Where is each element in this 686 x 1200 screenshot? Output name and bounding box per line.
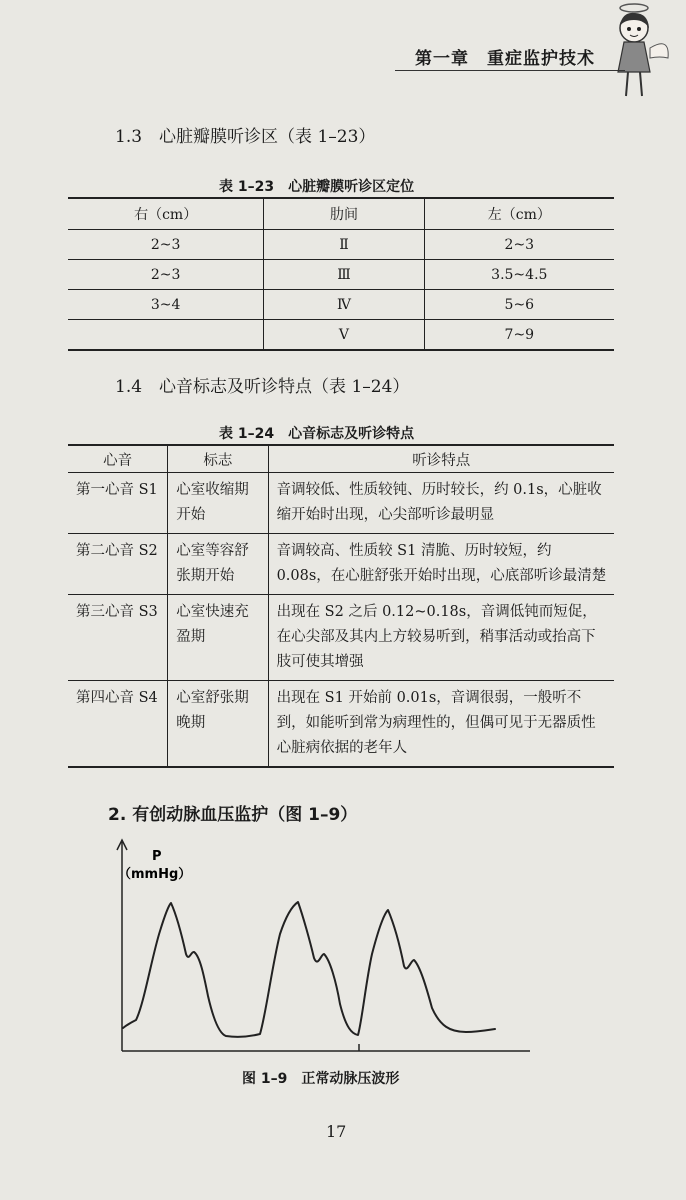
table-cell bbox=[68, 320, 264, 351]
column-header: 听诊特点 bbox=[268, 445, 614, 473]
table-cell: Ⅴ bbox=[264, 320, 424, 351]
table-header-row bbox=[68, 445, 614, 473]
section-heading-2: 2. 有创动脉血压监护（图 1–9） bbox=[108, 805, 358, 825]
table-cell: 音调较低、性质较钝、历时较长，约 0.1s，心脏收缩开始时出现，心尖部听诊最明显 bbox=[268, 473, 614, 534]
heart-sounds-table bbox=[68, 444, 614, 768]
y-axis-label: P bbox=[152, 849, 162, 864]
table-cell: Ⅱ bbox=[264, 230, 424, 260]
table-cell: 心室收缩期开始 bbox=[168, 473, 268, 534]
table-row bbox=[68, 681, 614, 768]
table-cell: 心室舒张期晚期 bbox=[168, 681, 268, 768]
table-cell: 出现在 S1 开始前 0.01s，音调很弱，一般听不到，如能听到常为病理性的，但偶可见于无器质性心脏病依据的老年人 bbox=[268, 681, 614, 768]
table-row bbox=[68, 595, 614, 681]
table-cell: 音调较高、性质较 S1 清脆、历时较短，约 0.08s，在心脏舒张开始时出现，心底部听诊最清楚 bbox=[268, 534, 614, 595]
table-cell: 心室快速充盈期 bbox=[168, 595, 268, 681]
table-row bbox=[68, 230, 614, 260]
table-cell: 3.5~4.5 bbox=[424, 260, 614, 290]
table-row bbox=[68, 290, 614, 320]
table-1-24-caption: 表 1–24 心音标志及听诊特点 bbox=[219, 426, 415, 442]
table-cell: 5~6 bbox=[424, 290, 614, 320]
waveform-line bbox=[123, 902, 495, 1037]
y-axis-unit: （mmHg） bbox=[118, 867, 192, 882]
section-heading-1-3: 1.3 心脏瓣膜听诊区（表 1–23） bbox=[115, 127, 376, 147]
page-number: 17 bbox=[326, 1122, 347, 1141]
section-heading-1-4: 1.4 心音标志及听诊特点（表 1–24） bbox=[115, 377, 410, 397]
table-row bbox=[68, 473, 614, 534]
table-cell: 2~3 bbox=[68, 260, 264, 290]
table-cell: 3~4 bbox=[68, 290, 264, 320]
table-cell: 2~3 bbox=[150, 236, 181, 253]
table-row bbox=[68, 320, 614, 351]
table-1-23-caption: 表 1–23 心脏瓣膜听诊区定位 bbox=[219, 179, 415, 195]
arterial-pressure-waveform bbox=[100, 836, 540, 1061]
table-cell: 第一心音 S1 bbox=[68, 473, 168, 534]
column-header: 肋间 bbox=[264, 198, 424, 230]
table-cell: 第三心音 S3 bbox=[68, 595, 168, 681]
column-header: 标志 bbox=[168, 445, 268, 473]
column-header: 心音 bbox=[68, 445, 168, 473]
table-cell: 7~9 bbox=[424, 320, 614, 351]
chapter-title: 第一章 重症监护技术 bbox=[415, 49, 595, 69]
angel-mascot-icon bbox=[594, 0, 674, 100]
table-cell: 第二心音 S2 bbox=[68, 534, 168, 595]
table-cell: 2~3 bbox=[424, 230, 614, 260]
table-cell: Ⅳ bbox=[264, 290, 424, 320]
table-header-row bbox=[68, 198, 614, 230]
table-cell: 心室等容舒张期开始 bbox=[168, 534, 268, 595]
table-row bbox=[68, 260, 614, 290]
header-rule bbox=[395, 70, 625, 71]
valve-auscultation-table bbox=[68, 197, 614, 351]
table-cell: 出现在 S2 之后 0.12~0.18s，音调低钝而短促，在心尖部及其内上方较易听到，稍事活动或抬高下肢可使其增强 bbox=[268, 595, 614, 681]
figure-caption: 图 1–9 正常动脉压波形 bbox=[242, 1071, 400, 1087]
column-header: 左（cm） bbox=[424, 198, 614, 230]
table-cell: 第四心音 S4 bbox=[68, 681, 168, 768]
table-row bbox=[68, 534, 614, 595]
table-cell: Ⅲ bbox=[264, 260, 424, 290]
column-header: 右（cm） bbox=[68, 198, 264, 230]
